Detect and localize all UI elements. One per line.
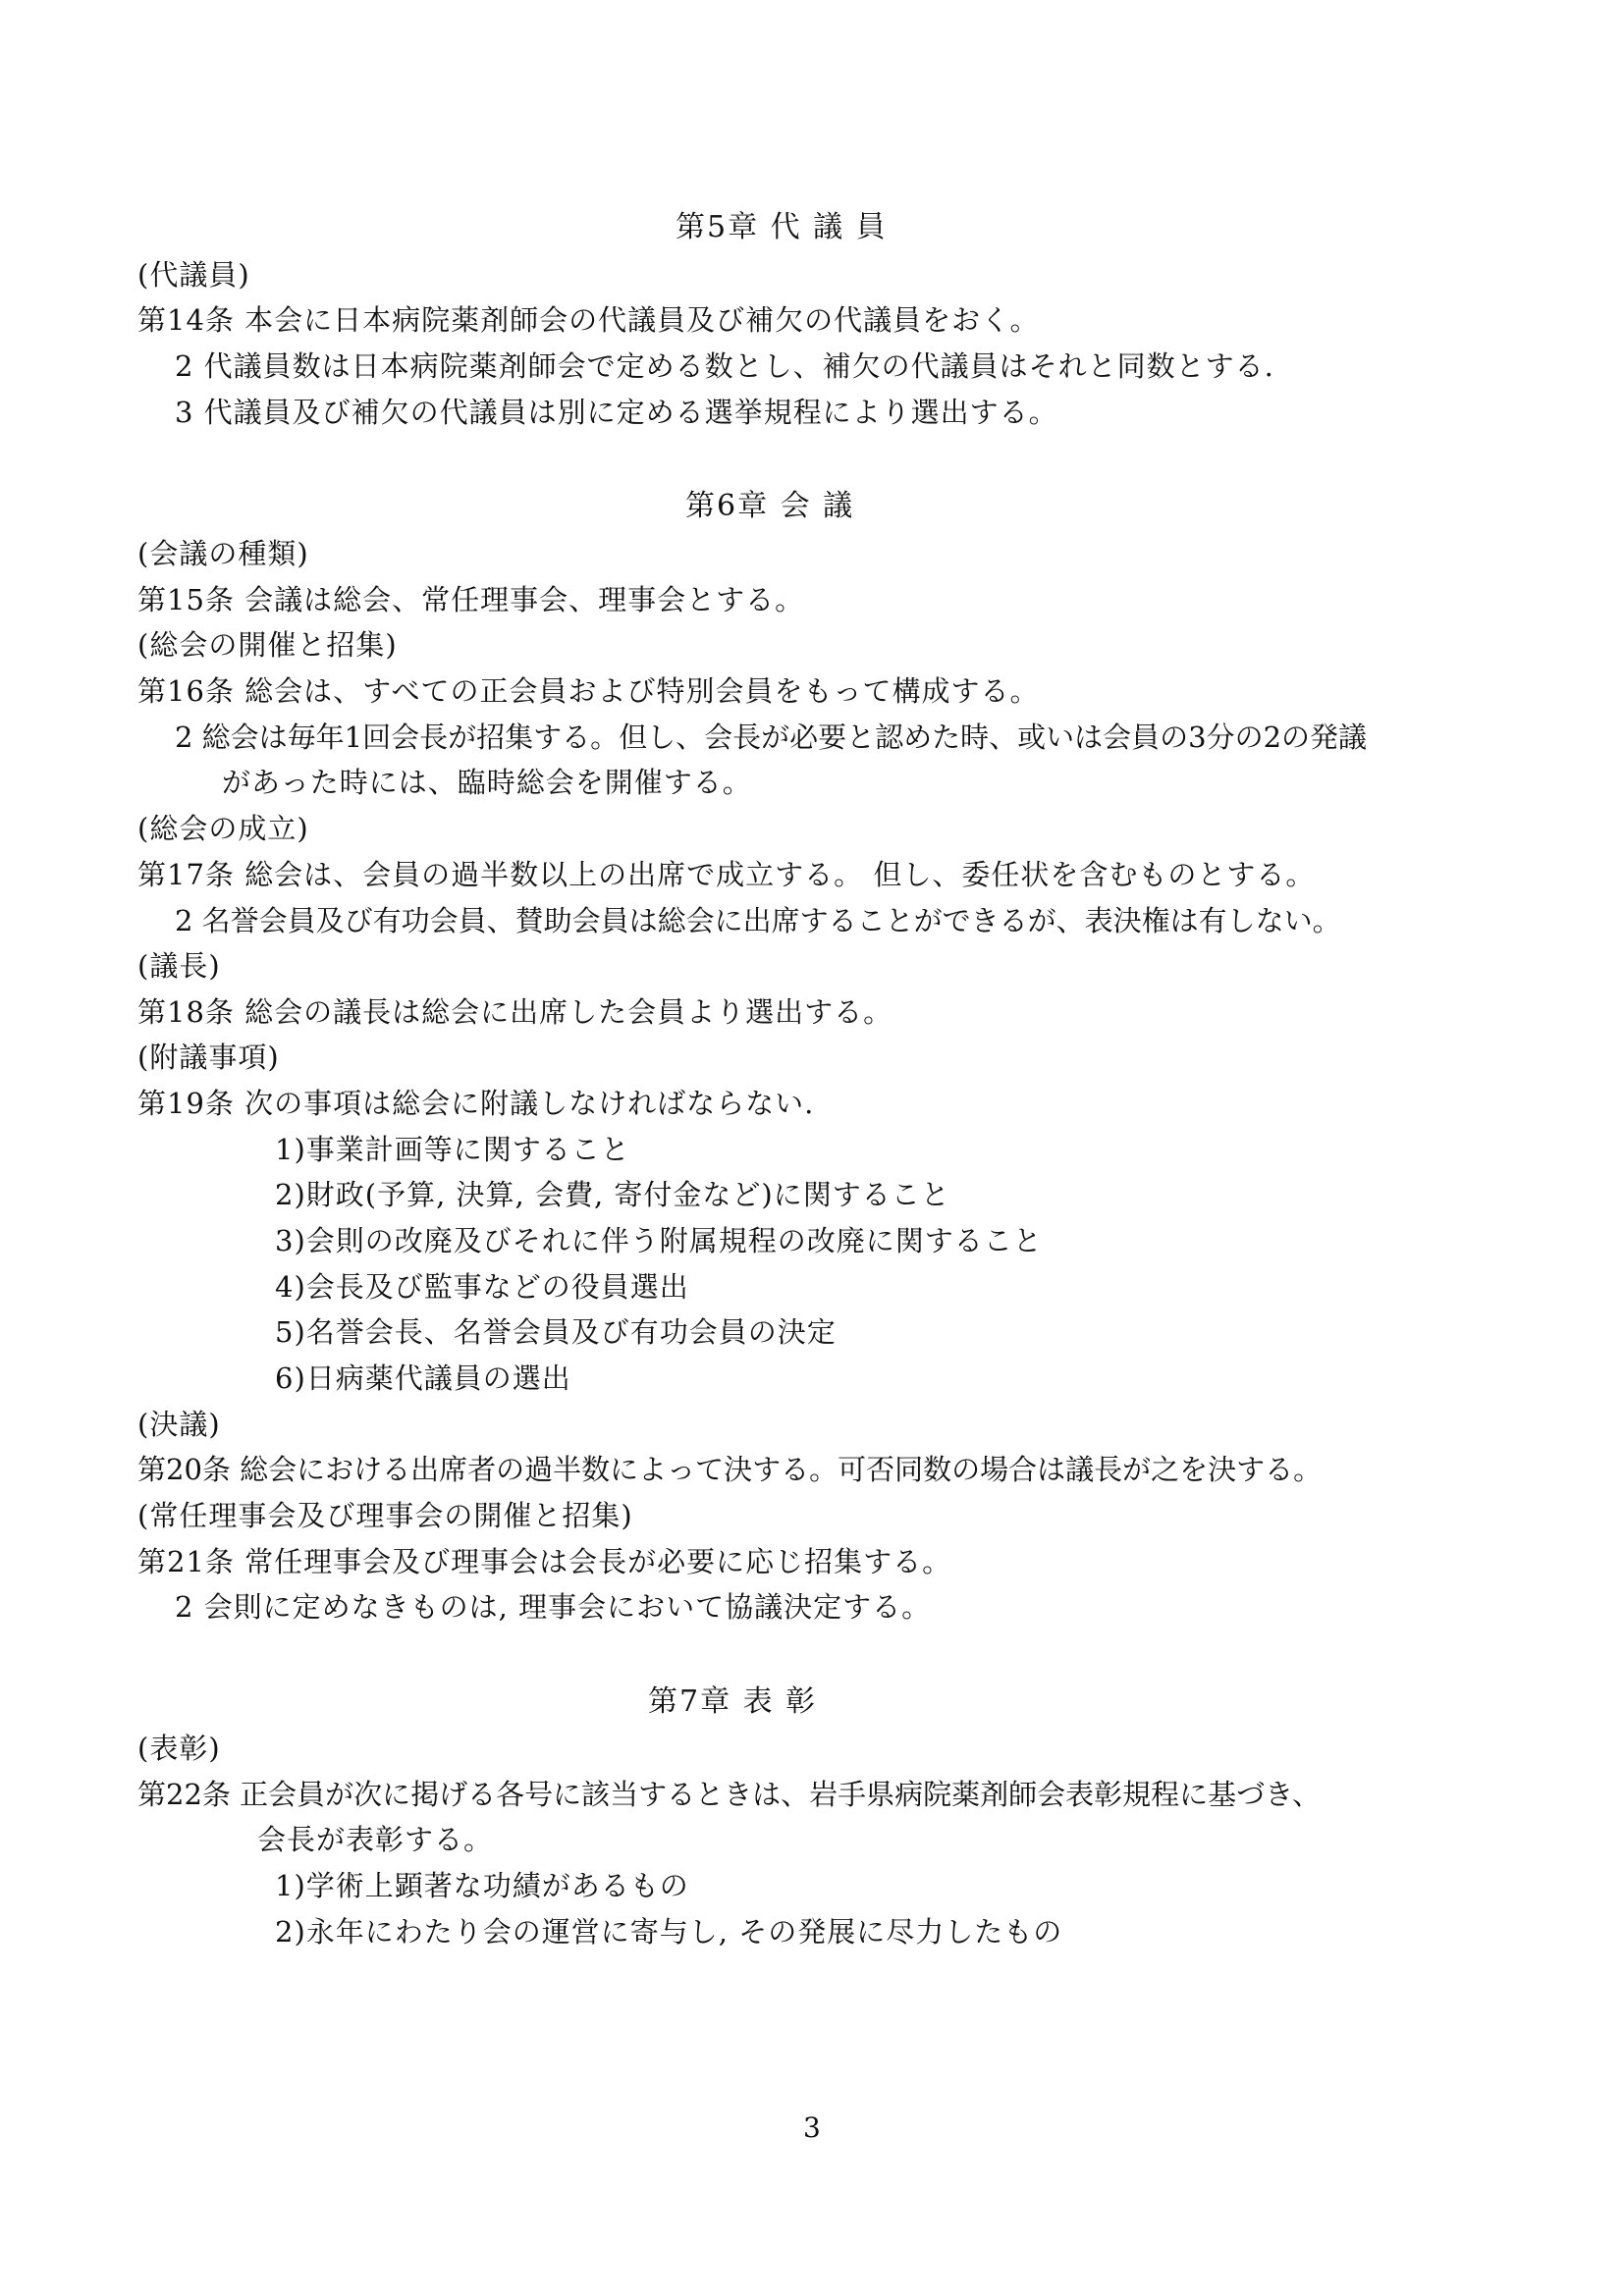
article-22-item: 1)学術上顕著な功績があるもの — [275, 1869, 689, 1902]
article-17: 第17条 総会は、会員の過半数以上の出席で成立する。 但し、委任状を含むものとする。 — [137, 858, 1316, 891]
article-16-paragraph-2-continued: があった時には、臨時総会を開催する。 — [222, 766, 752, 799]
article-21: 第21条 常任理事会及び理事会は会長が必要に応じ招集する。 — [137, 1545, 952, 1578]
caption-article-20: (決議) — [137, 1408, 221, 1441]
article-19-item: 1)事業計画等に関すること — [275, 1133, 630, 1166]
caption-article-19: (附議事項) — [137, 1041, 280, 1074]
caption-article-18: (議長) — [137, 949, 221, 983]
article-16: 第16条 総会は、すべての正会員および特別会員をもって構成する。 — [137, 674, 1040, 708]
article-22-item: 2)永年にわたり会の運営に寄与し, その発展に尽力したもの — [275, 1915, 1063, 1949]
article-19-item: 2)財政(予算, 決算, 会費, 寄付金など)に関すること — [275, 1178, 950, 1211]
caption-article-15: (会議の種類) — [137, 537, 309, 570]
page-number: 3 — [803, 2111, 821, 2144]
article-22-continued: 会長が表彰する。 — [257, 1823, 494, 1856]
article-18: 第18条 総会の議長は総会に出席した会員より選出する。 — [137, 995, 893, 1029]
article-16-paragraph-2: 2 総会は毎年1回会長が招集する。但し、会長が必要と認めた時、或いは会員の3分の2の発議 — [175, 721, 1368, 754]
caption-article-14: (代議員) — [137, 258, 250, 292]
article-14-paragraph-3: 3 代議員及び補欠の代議員は別に定める選挙規程により選出する。 — [175, 396, 1058, 429]
chapter-6-heading: 第6章 会 議 — [685, 489, 855, 523]
article-20: 第20条 総会における出席者の過半数によって決する。可否同数の場合は議長が之を決する。 — [137, 1453, 1323, 1486]
article-21-paragraph-2: 2 会則に定めなきものは, 理事会において協議決定する。 — [175, 1590, 932, 1624]
caption-article-16: (総会の開催と招集) — [137, 628, 398, 662]
article-22: 第22条 正会員が次に掲げる各号に該当するときは、岩手県病院薬剤師会表彰規程に基づき、 — [137, 1778, 1321, 1811]
chapter-7-heading: 第7章 表 彰 — [648, 1684, 818, 1719]
article-14-paragraph-2: 2 代議員数は日本病院薬剤師会で定める数とし、補欠の代議員はそれと同数とする. — [175, 349, 1274, 383]
article-15: 第15条 会議は総会、常任理事会、理事会とする。 — [137, 583, 805, 616]
article-17-paragraph-2: 2 名誉会員及び有功会員、賛助会員は総会に出席することができるが、表決権は有しない。 — [175, 904, 1341, 937]
article-19-item: 6)日病薬代議員の選出 — [275, 1362, 571, 1395]
article-19-item: 5)名誉会長、名誉会員及び有功会員の決定 — [275, 1315, 837, 1349]
caption-article-22: (表彰) — [137, 1732, 221, 1765]
article-19-item: 4)会長及び監事などの役員選出 — [275, 1270, 689, 1304]
caption-article-21: (常任理事会及び理事会の開催と招集) — [137, 1499, 633, 1532]
article-19: 第19条 次の事項は総会に附議しなければならない. — [137, 1087, 815, 1120]
chapter-5-heading: 第5章 代 議 員 — [676, 210, 888, 244]
caption-article-17: (総会の成立) — [137, 812, 309, 845]
article-14: 第14条 本会に日本病院薬剤師会の代議員及び補欠の代議員をおく。 — [137, 303, 1040, 337]
article-19-item: 3)会則の改廃及びそれに伴う附属規程の改廃に関すること — [275, 1224, 1043, 1257]
